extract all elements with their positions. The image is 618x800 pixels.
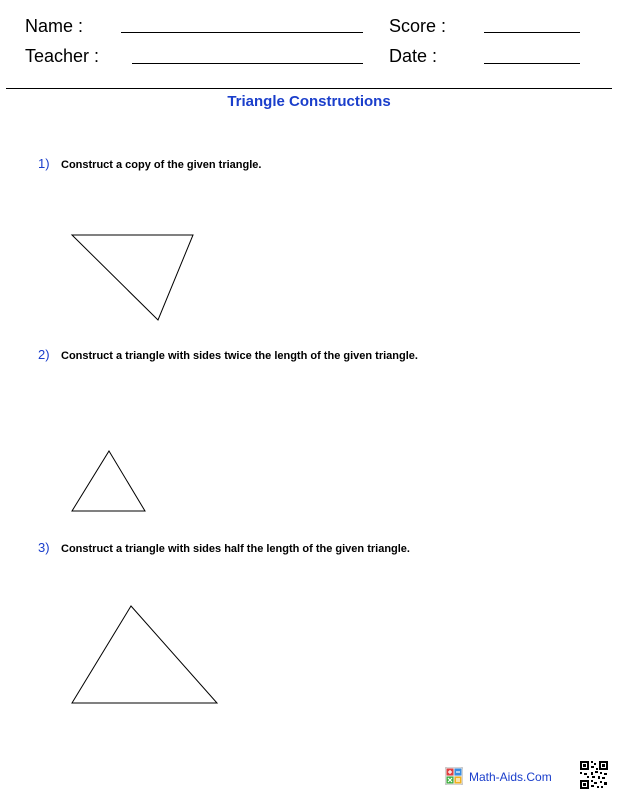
question-3-text: Construct a triangle with sides half the length of the given triangle. <box>61 543 410 555</box>
question-3-number: 3) <box>38 540 50 555</box>
date-field[interactable] <box>484 63 580 64</box>
site-link[interactable]: Math-Aids.Com <box>469 770 552 784</box>
teacher-field[interactable] <box>132 63 363 64</box>
score-field[interactable] <box>484 32 580 33</box>
name-field[interactable] <box>121 32 363 33</box>
question-2-text: Construct a triangle with sides twice the length of the given triangle. <box>61 350 418 362</box>
triangle-2 <box>72 451 145 511</box>
question-2-number: 2) <box>38 347 50 362</box>
triangle-3 <box>72 606 217 703</box>
question-1-text: Construct a copy of the given triangle. <box>61 159 262 171</box>
header-divider <box>6 88 612 89</box>
qr-code-icon <box>579 760 609 790</box>
question-1-number: 1) <box>38 156 50 171</box>
name-label: Name : <box>25 16 84 36</box>
triangle-1 <box>72 235 193 320</box>
date-label: Date : <box>389 46 438 66</box>
worksheet-title: Triangle Constructions <box>227 93 391 110</box>
teacher-label: Teacher : <box>25 46 100 66</box>
calculator-icon <box>445 767 463 785</box>
score-label: Score : <box>389 16 447 36</box>
